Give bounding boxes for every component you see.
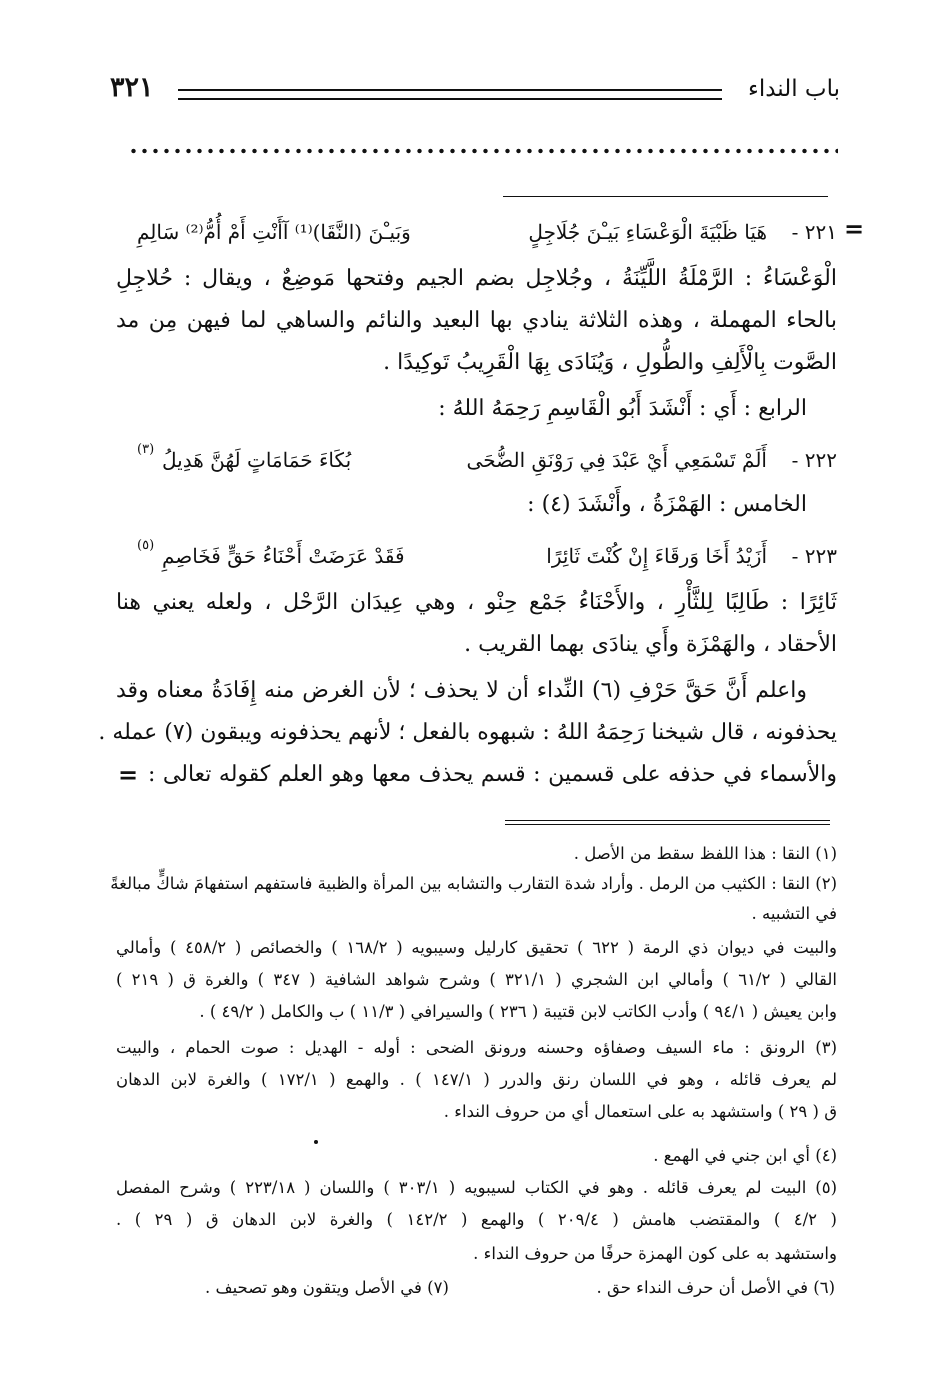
verse-first-hemistich: هَيَا ظَبْيَةَ الْوَعْسَاءِ بَيـْنَ جُلَاجِلٍ (528, 220, 767, 244)
body-line: الْوَعْسَاءُ : الرَّمْلَةُ اللَّيِّنَةُ ، وجُلاجِل بضم الجيم وفتحها مَوضِعٌ ، ويقال : حُلاجِلِ (116, 266, 837, 291)
body-line: ثَائِرًا : طَالِبًا لِلثَّأْرِ ، والأَحْنَاءُ جَمْع حِنْو ، وهي عِيدَان الرَّحْل ، ولعله يعني هنا (116, 590, 837, 615)
chapter-title: باب النداء (748, 76, 840, 102)
verse-second-hemistich: وَبَيـْنَ (النَّقَا)⁽¹⁾ آأَنْتِ أَمْ أُمُّ⁽²⁾ سَالِمِ (137, 220, 411, 244)
body-line: يحذفونه ، قال شيخنا رَحِمَهُ اللهُ : شبهوه بالفعل ؛ لأنهم يحذفونه ويبقون (٧) عمله . (98, 720, 837, 745)
verse-223 (137, 536, 837, 580)
verse-second-hemistich: فَقَدْ عَرَضَتْ أَحْنَاءُ حَقٍّ فَخَاصِمِ (162, 544, 405, 568)
footnote-2-line: القالي ( ٦١/٢ ) وأمالي ابن الشجري ( ٣٢١/١ ) وشرح شواهد الشافية ( ٣٤٧ ) والغرة ق ( ٢١٩ ) (116, 970, 838, 989)
verse-first-hemistich: أَلَمْ تَسْمَعِي أَيْ عَبْدَ فِي رَوْنَقِ الضُّحَى (466, 448, 767, 472)
body-line: الخامس : الهَمْزَةُ ، وأَنْشَدَ (٤) : (527, 492, 807, 517)
page-number: ٣٢١ (110, 72, 154, 103)
footnote-5: (٥) البيت لم يعرف قائله . وهو في الكتاب لسيبويه ( ٣٠٣/١ ) واللسان ( ٢٢٣/١٨ ) وشرح المفصل (116, 1178, 837, 1197)
verse-number: ٢٢٣ - (791, 544, 837, 568)
ink-speck (314, 1140, 318, 1144)
verse-separator-rule (503, 196, 828, 197)
body-line: الرابع : أَي : أَنْشَدَ أَبُو الْقَاسِمِ رَحِمَهُ اللهُ : (438, 396, 807, 421)
verse-221 (137, 212, 837, 256)
footnote-5-line: ( ٤/٢ ) والمقتضب هامش ( ٢٠٩/٤ ) والهمع ( ١٤٢/٢ ) والغرة لابن الدهان ق ( ٢٩ ) . (116, 1210, 837, 1229)
verse-number: ٢٢٢ - (791, 448, 837, 472)
continuation-mark-top: = (844, 214, 865, 243)
footnote-3-line: ق ( ٢٩ ) واستشهد به على استعمال أي من حروف النداء . (443, 1102, 837, 1121)
footnote-2-line: في التشبيه . (751, 904, 837, 923)
footnote-1: (١) النقا : هذا اللفظ سقط من الأصل . (573, 844, 837, 863)
footnote-6: (٦) في الأصل أن حرف النداء حق . (596, 1278, 835, 1297)
footnote-separator-rule (505, 820, 830, 825)
verse-first-hemistich: أَزَيْدُ أَخَا وَرقَاءَ إِنْ كُنْتَ ثَائِرًا (546, 544, 767, 568)
body-line: الأحقاد ، والهَمْزَة وأَي ينادَى بهما القريب . (464, 632, 837, 657)
verse-number: ٢٢١ - (791, 220, 837, 244)
running-header (110, 72, 840, 116)
footnote-4: (٤) أي ابن جني في الهمع . (653, 1146, 837, 1165)
header-double-rule (178, 89, 722, 100)
body-line: واعلم أَنَّ حَقَّ حَرْفِ (٦) النِّداء أن لا يحذف ؛ لأن الغرض منه إِفَادَةُ معناه وقد (116, 678, 807, 703)
verse-222 (137, 440, 837, 484)
body-line: الصَّوت بِالْأَلِفِ والطُّولِ ، وَيُنَادَى بِهَا الْقَرِيبُ تَوكِيدًا . (383, 350, 837, 375)
footnote-2-line: وابن يعيش ( ٩٤/١ ) وأدب الكاتب لابن قتيبة ( ٢٣٦ ) والسيرافي ( ١١/٣ ) ب والكامل ( ٤٩/٢ ) . (199, 1002, 837, 1021)
continuation-mark-bottom: = (118, 760, 139, 789)
footnote-ref: (٥) (137, 538, 155, 553)
footnote-ref: (٣) (137, 442, 155, 457)
footnote-5-line: واستشهد به على كون الهمزة حرفًا من حروف النداء . (473, 1244, 837, 1263)
body-line: بالحاء المهملة ، وهذه الثلاثة ينادي بها البعيد والنائم والساهي لما فيهن مِن مد (116, 308, 838, 333)
footnote-2: (٢) النقا : الكثيب من الرمل . وأراد شدة التقارب والتشابه بين المرأة والظبية فاستفهم استفهامَ شاكٍّ مبالغةً (110, 874, 837, 893)
footnote-3-line: لم يعرف قائله ، وهو في اللسان رنق والدرر ( ١٤٧/١ ) . والهمع ( ١٧٢/١ ) والغرة لابن الدهان (116, 1070, 837, 1089)
body-line: والأسماء في حذفه على قسمين : قسم يحذف معها وهو العلم كقوله تعالى : (148, 762, 837, 787)
footnote-3: (٣) الرونق : ماء السيف وصفاؤه وحسنه ورونق الضحى : أوله - الهديل : صوت الحمام ، والبيت (116, 1038, 837, 1057)
verse-second-hemistich: بُكَاءَ حَمَامَاتٍ لَهُنَّ هَدِيلُ (162, 448, 352, 472)
footnote-2-line: والبيت في ديوان ذي الرمة ( ٦٢٢ ) تحقيق كارليل وسيبويه ( ١٦٨/٢ ) والخصائص ( ٤٥٨/٢ ) وأمالي (116, 938, 837, 957)
footnote-7: (٧) في الأصل ويتقون وهو تصحيف . (205, 1278, 449, 1297)
dotted-separator (128, 148, 838, 154)
